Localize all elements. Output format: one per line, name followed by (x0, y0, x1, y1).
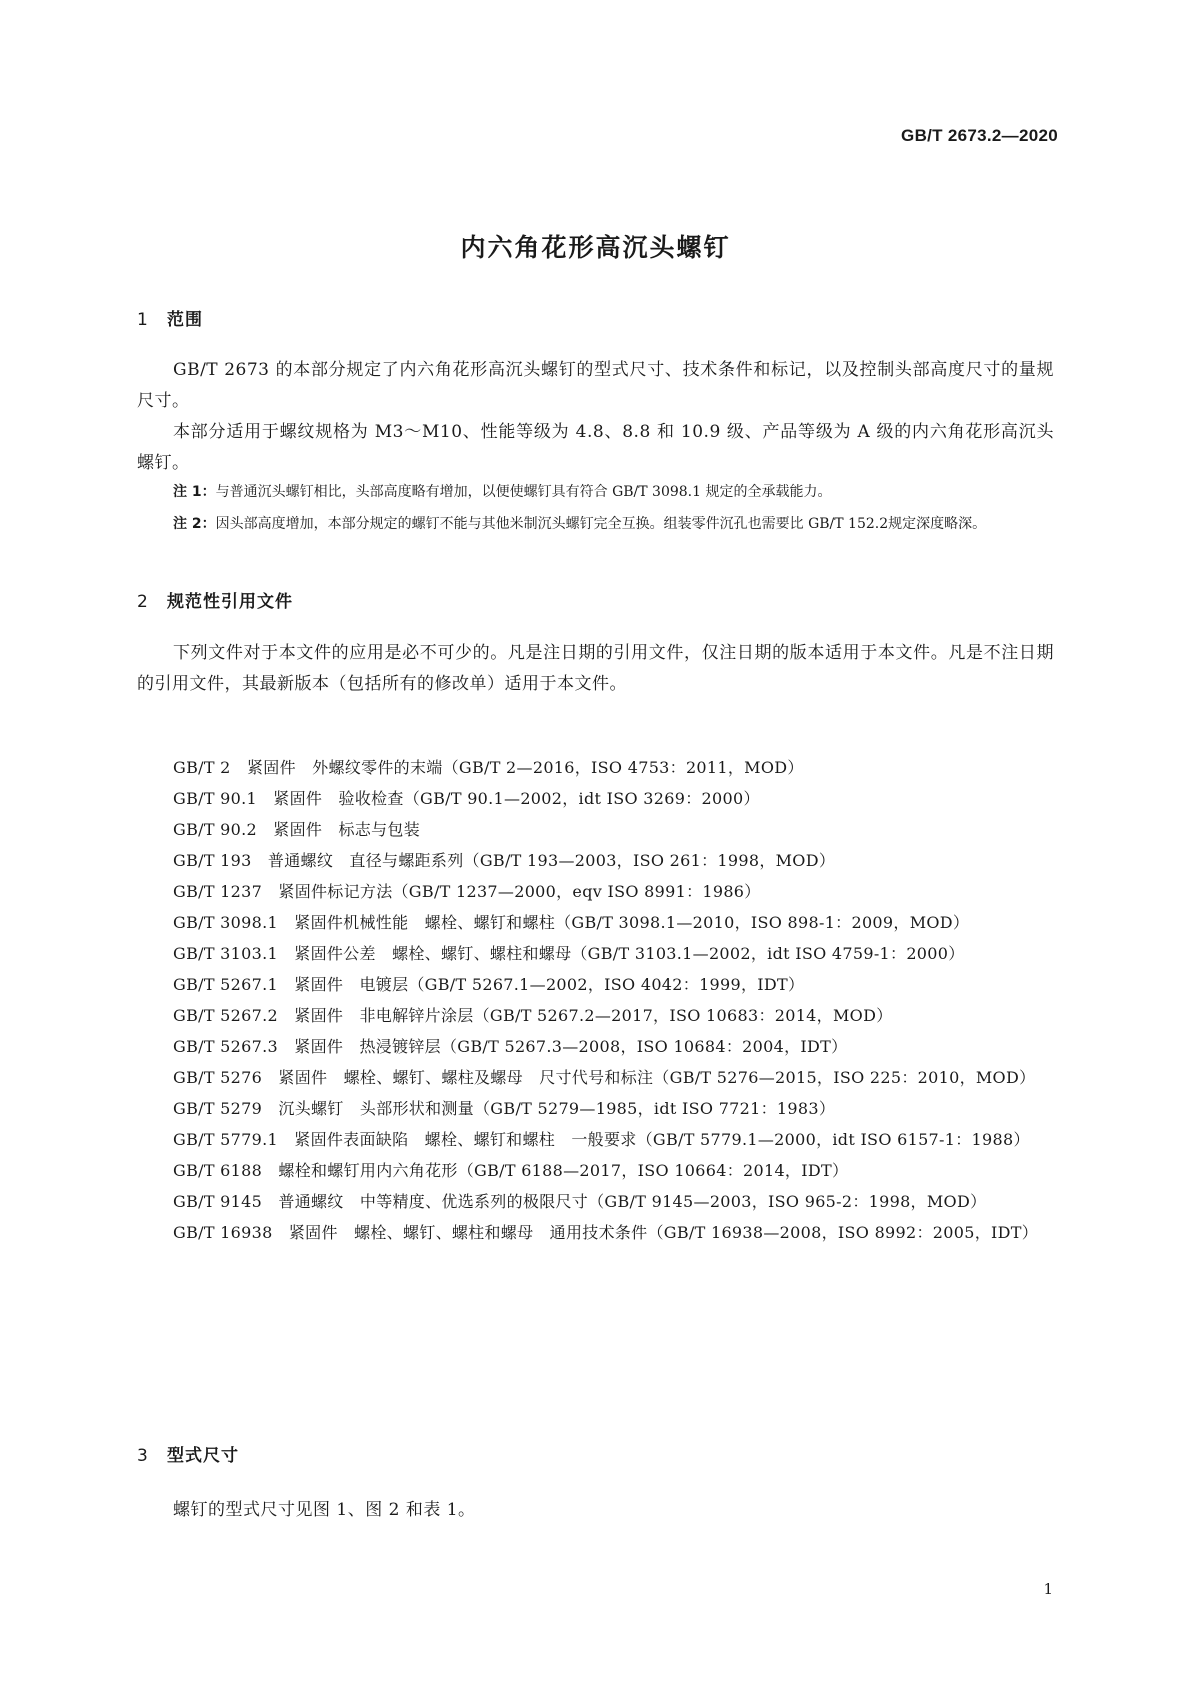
section-3-heading (137, 1441, 239, 1466)
reference-item: GB/T 5267.3 紧固件 热浸镀锌层（GB/T 5267.3—2008，ISO 10684：2004，IDT） (173, 1037, 848, 1056)
note-label: 注 2： (173, 516, 216, 532)
reference-item: GB/T 5279 沉头螺钉 头部形状和测量（GB/T 5279—1985，idt ISO 7721：1983） (173, 1099, 836, 1118)
reference-item: GB/T 2 紧固件 外螺纹零件的末端（GB/T 2—2016，ISO 4753：2011，MOD） (173, 758, 804, 777)
reference-item: GB/T 90.1 紧固件 验收检查（GB/T 90.1—2002，idt ISO 3269：2000） (173, 789, 760, 808)
section-2-heading (137, 587, 293, 612)
reference-item: GB/T 16938 紧固件 螺栓、螺钉、螺柱和螺母 通用技术条件（GB/T 16938—2008，ISO 8992：2005，IDT） (173, 1223, 1039, 1242)
reference-item: GB/T 9145 普通螺纹 中等精度、优选系列的极限尺寸（GB/T 9145—2003，ISO 965-2：1998，MOD） (173, 1192, 987, 1211)
reference-list (137, 752, 1054, 1248)
scope-paragraph-2: 本部分适用于螺纹规格为 M3～M10、性能等级为 4.8、8.8 和 10.9 级、产品等级为 A 级的内六角花形高沉头螺钉。 (137, 422, 1054, 473)
section-title: 型式尺寸 (167, 1446, 239, 1466)
document-title: 内六角花形高沉头螺钉 (460, 233, 731, 262)
dimensions-paragraph: 螺钉的型式尺寸见图 1、图 2 和表 1。 (173, 1500, 476, 1520)
section-number: 3 (137, 1446, 149, 1466)
reference-item: GB/T 1237 紧固件标记方法（GB/T 1237—2000，eqv ISO 8991：1986） (173, 882, 761, 901)
reference-item: GB/T 193 普通螺纹 直径与螺距系列（GB/T 193—2003，ISO 261：1998，MOD） (173, 851, 836, 870)
standard-code: GB/T 2673.2—2020 (901, 126, 1058, 145)
note-2 (173, 511, 1054, 537)
reference-item: GB/T 5779.1 紧固件表面缺陷 螺栓、螺钉和螺柱 一般要求（GB/T 5779.1—2000，idt ISO 6157-1：1988） (173, 1130, 1030, 1149)
reference-item: GB/T 90.2 紧固件 标志与包装 (173, 820, 421, 839)
section-number: 2 (137, 592, 149, 612)
note-1 (173, 479, 1054, 505)
note-text: 因头部高度增加，本部分规定的螺钉不能与其他米制沉头螺钉完全互换。组装零件沉孔也需要比 GB/T 152.2规定深度略深。 (215, 516, 987, 532)
reference-item: GB/T 5276 紧固件 螺栓、螺钉、螺柱及螺母 尺寸代号和标注（GB/T 5276—2015，ISO 225：2010，MOD） (173, 1068, 1036, 1087)
scope-paragraph-1: GB/T 2673 的本部分规定了内六角花形高沉头螺钉的型式尺寸、技术条件和标记，以及控制头部高度尺寸的量规尺寸。 (137, 360, 1054, 411)
note-text: 与普通沉头螺钉相比，头部高度略有增加，以便使螺钉具有符合 GB/T 3098.1 规定的全承载能力。 (215, 484, 832, 500)
reference-item: GB/T 5267.1 紧固件 电镀层（GB/T 5267.1—2002，ISO 4042：1999，IDT） (173, 975, 805, 994)
reference-item: GB/T 3098.1 紧固件机械性能 螺栓、螺钉和螺柱（GB/T 3098.1—2010，ISO 898-1：2009，MOD） (173, 913, 970, 932)
section-title: 范围 (167, 310, 203, 330)
section-number: 1 (137, 310, 149, 330)
references-intro: 下列文件对于本文件的应用是必不可少的。凡是注日期的引用文件，仅注日期的版本适用于本文件。凡是不注日期的引用文件，其最新版本（包括所有的修改单）适用于本文件。 (137, 643, 1054, 694)
section-1-heading (137, 305, 203, 330)
reference-item: GB/T 6188 螺栓和螺钉用内六角花形（GB/T 6188—2017，ISO 10664：2014，IDT） (173, 1161, 849, 1180)
reference-item: GB/T 5267.2 紧固件 非电解锌片涂层（GB/T 5267.2—2017，ISO 10683：2014，MOD） (173, 1006, 893, 1025)
note-label: 注 1： (173, 484, 216, 500)
reference-item: GB/T 3103.1 紧固件公差 螺栓、螺钉、螺柱和螺母（GB/T 3103.1—2002，idt ISO 4759-1：2000） (173, 944, 965, 963)
page-number: 1 (1043, 1580, 1053, 1598)
section-title: 规范性引用文件 (167, 592, 293, 612)
